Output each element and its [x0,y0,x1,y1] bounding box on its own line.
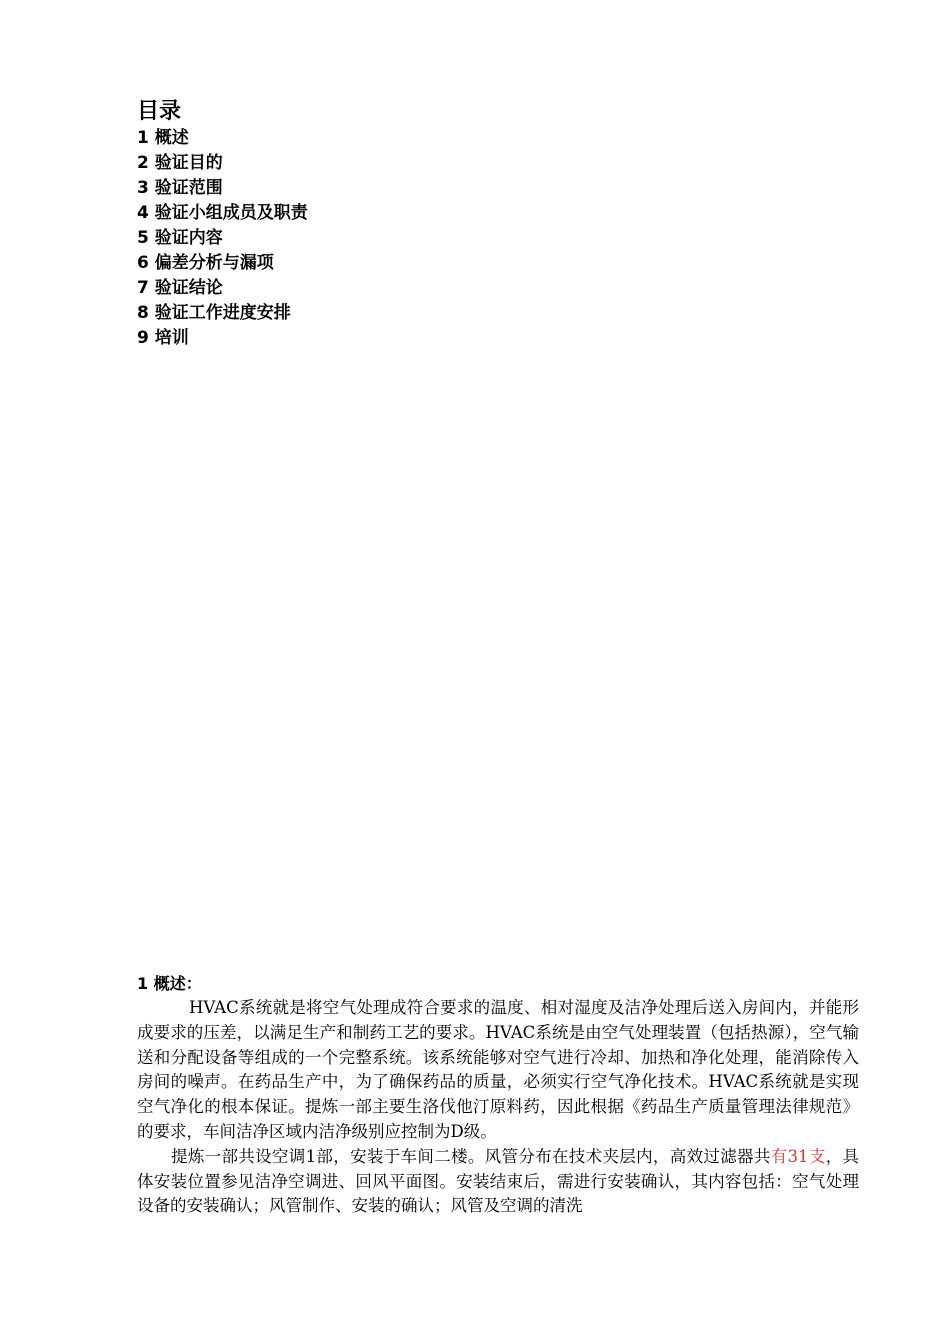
overview-paragraph-1: HVAC系统就是将空气处理成符合要求的温度、相对湿度及洁净处理后送入房间内，并能形成要求的压差，以满足生产和制药工艺的要求。HVAC系统是由空气处理装置（包括热源），空气输送和分配设备等组成的一个完整系统。该系统能够对空气进行冷却、加热和净化处理，能消除传入房间的噪声。在药品生产中，为了确保药品的质量，必须实行空气净化技术。HVAC系统就是实现空气净化的根本保证。提炼一部主要生洛伐他汀原料药，因此根据《药品生产质量管理法律规范》的要求，车间洁净区域内洁净级别应控制为D级。 [137,998,859,1141]
toc-item-1: 1 概述 [137,128,189,148]
toc-item-4: 4 验证小组成员及职责 [137,203,308,223]
toc-item-9: 9 培训 [137,328,189,348]
table-of-contents [137,98,537,351]
section-overview [137,972,859,1219]
toc-item-8: 8 验证工作进度安排 [137,303,291,323]
toc-item-3: 3 验证范围 [137,178,223,198]
paragraph-2-text-start: 提炼一部共设空调1部，安装于车间二楼。风管分布在技术夹层内，高效过滤器共 [171,1146,771,1166]
toc-item-7: 7 验证结论 [137,278,223,298]
toc-item-5: 5 验证内容 [137,228,223,248]
section-heading: 1 概述： [137,974,202,993]
paragraph-2-text-end: ，具体安装位置参见洁净空调进、回风平面图。安装结束后，需进行安装确认，其内容包括：空气处理设备的安装确认；风管制作、安装的确认；风管及空调的清洗 [137,1146,860,1216]
toc-title: 目录 [137,99,182,124]
overview-paragraph-2 [137,1145,859,1219]
toc-item-2: 2 验证目的 [137,153,223,173]
toc-item-6: 6 偏差分析与漏项 [137,253,274,273]
filter-count-highlight: 有31支 [770,1146,826,1166]
